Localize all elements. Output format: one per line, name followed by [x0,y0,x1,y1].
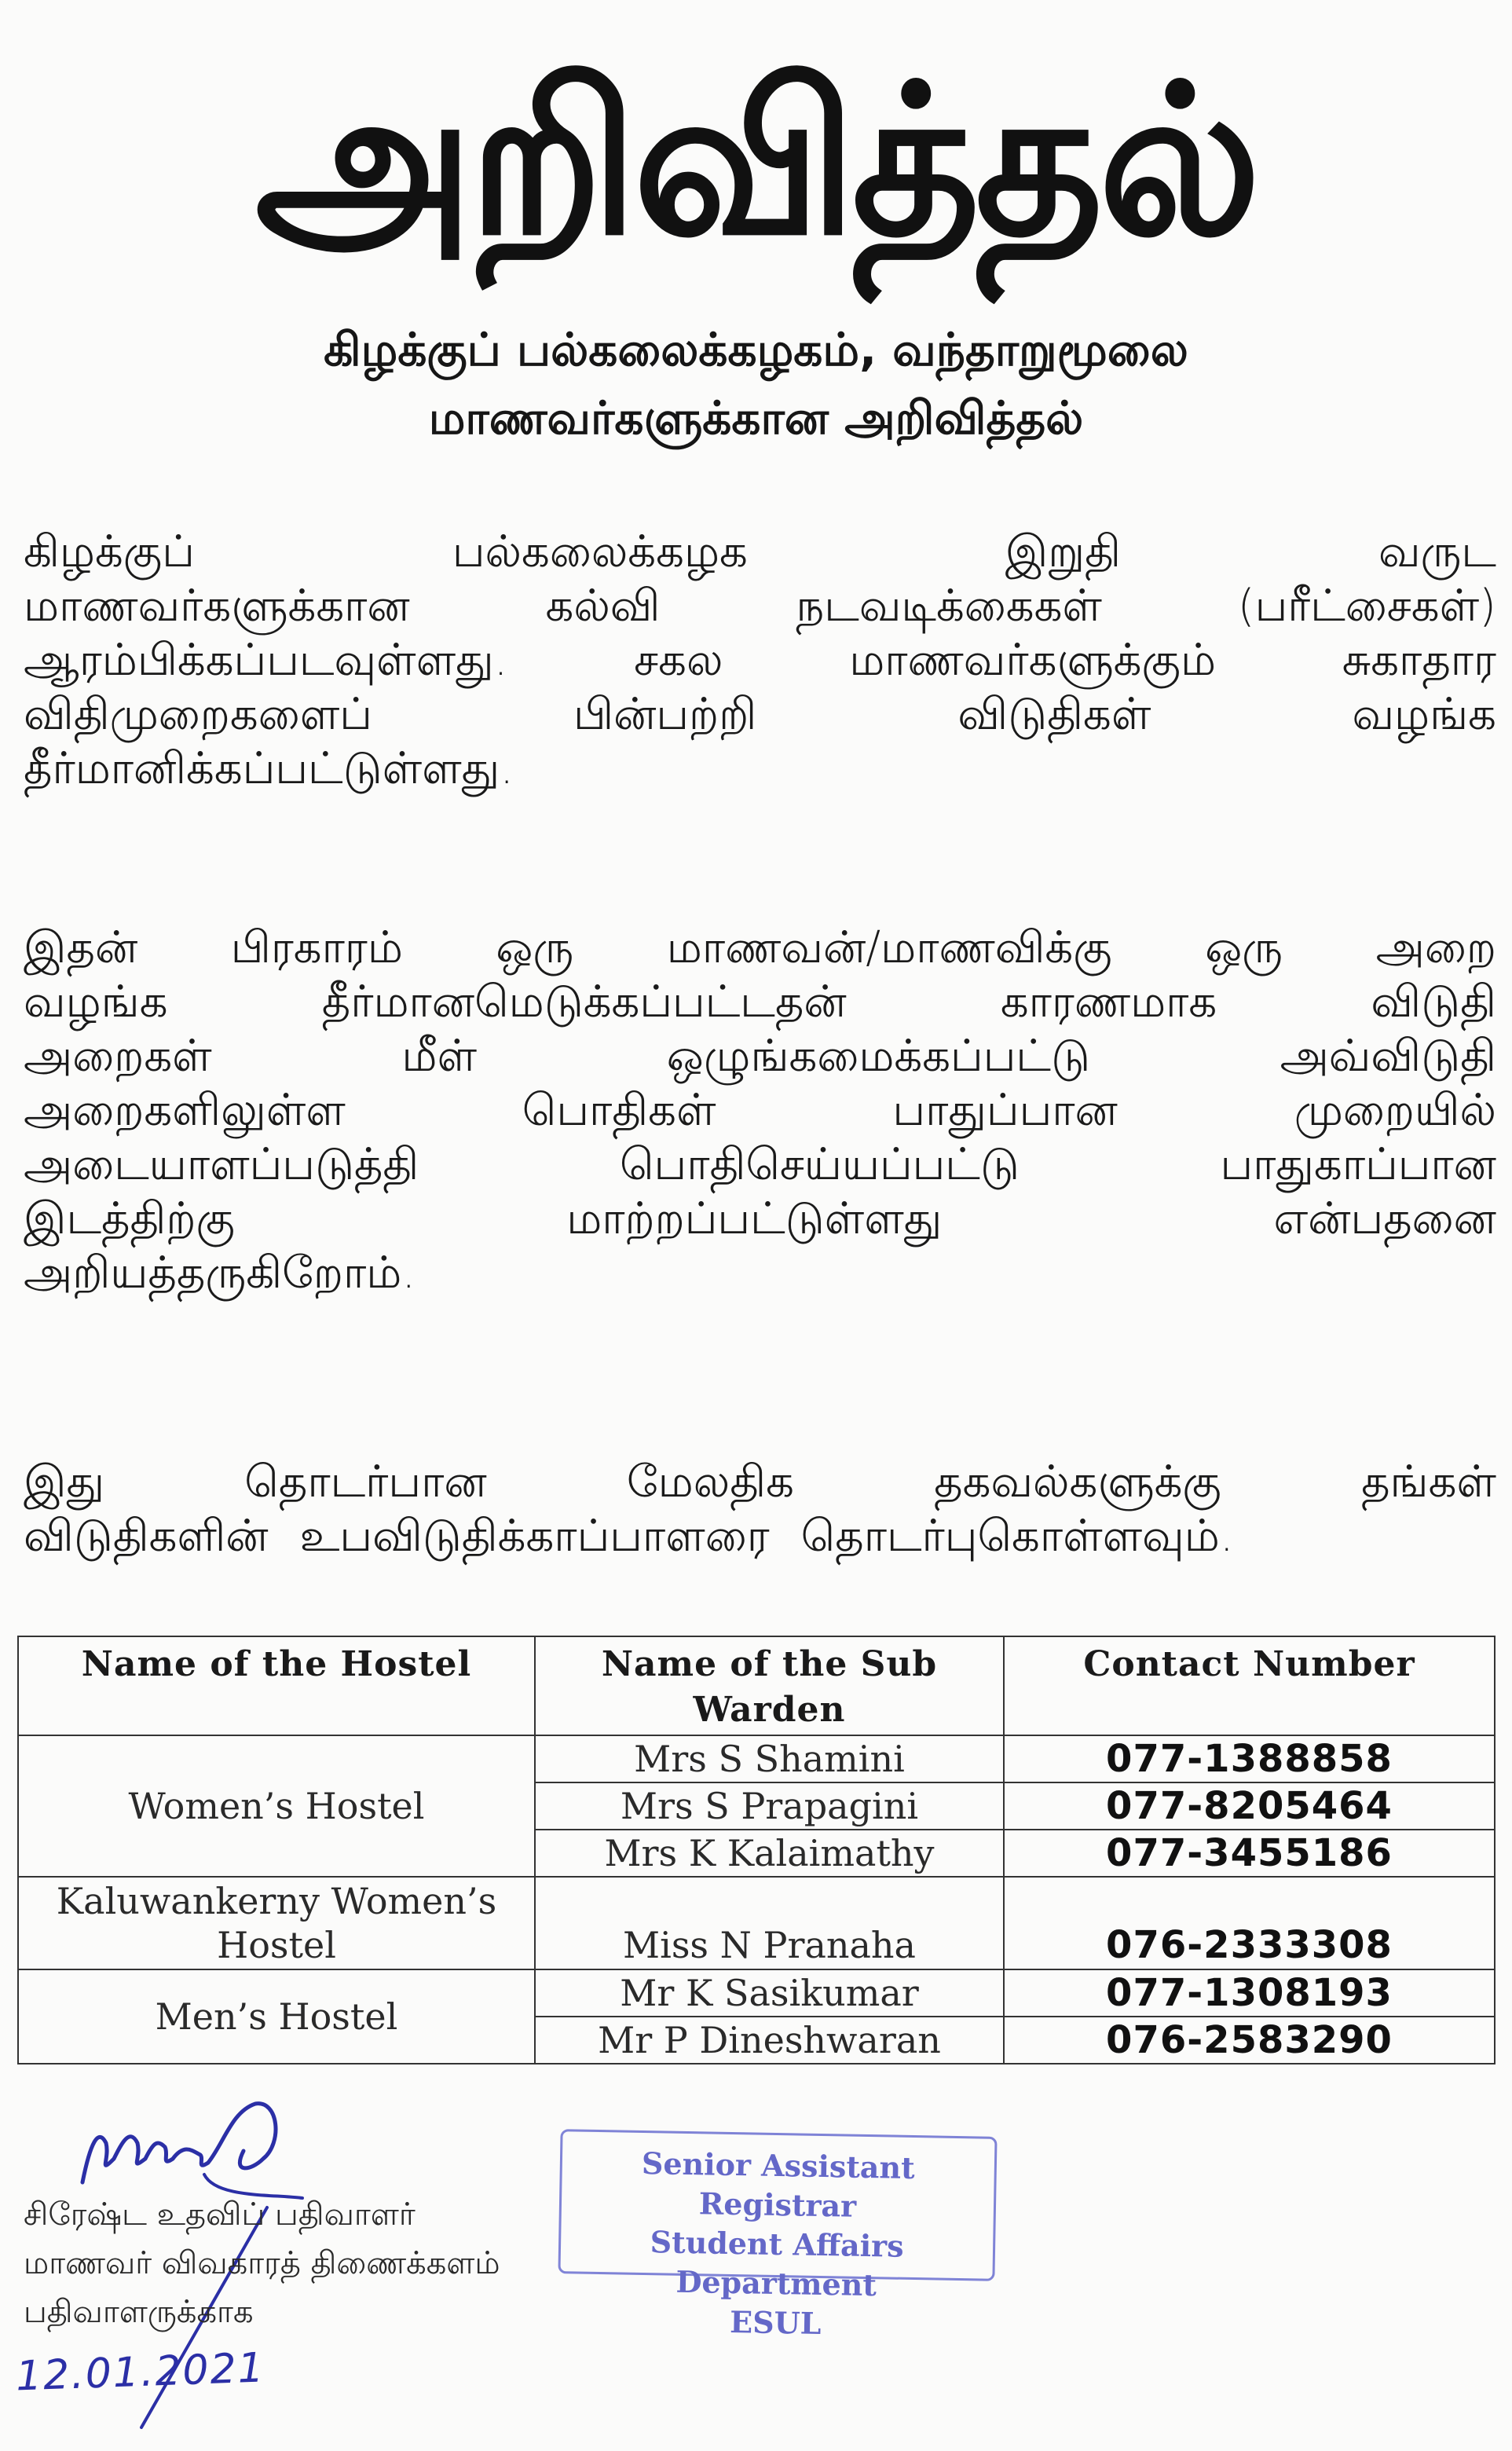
hostel-name-cell: Men’s Hostel [18,1969,535,2064]
word: தீர்மானமெடுக்கப்பட்டதன் [321,976,847,1028]
word: தொடர்புகொள்ளவும். [800,1511,1234,1562]
paragraph-line [24,1138,1496,1192]
contact-number-cell: 077-1388858 [1004,1735,1495,1782]
header-hostel: Name of the Hostel [18,1636,535,1735]
handwritten-signature [67,2096,326,2206]
word: சகல [634,635,723,686]
paragraph-line [24,1455,1496,1509]
word: ஆரம்பிக்கப்படவுள்ளது. [24,635,508,686]
word: கிழக்குப் [24,526,195,577]
paragraph-2 [24,921,1496,1300]
header-sub-warden: Name of the Sub Warden [535,1636,1004,1735]
word: மேலதிக [626,1456,794,1508]
hostel-name-cell: Women’s Hostel [18,1735,535,1877]
word: இறுதி [1005,526,1121,577]
paragraph-line [24,1192,1496,1246]
word: அவ்விடுதி [1280,1031,1496,1082]
word: விடுதி [1371,976,1496,1028]
warden-name-cell: Miss N Pranaha [535,1877,1004,1969]
warden-name-cell: Mrs S Shamini [535,1735,1004,1782]
word: வழங்க [1352,689,1496,740]
word: இதன் [24,922,138,973]
signatory-department: மாணவர் விவகாரத் திணைக்களம் [24,2245,500,2281]
word: வருட [1378,526,1496,577]
word: பிரகாரம் [230,922,403,973]
word: என்பதனை [1273,1193,1496,1244]
paragraph-line [24,975,1496,1029]
notice-title: அறிவித்தல் [255,40,1257,281]
header-contact-number: Contact Number [1004,1636,1495,1735]
paragraph-line [24,742,1496,796]
warden-name-cell: Mrs K Kalaimathy [535,1830,1004,1877]
word: விடுதிகள் [957,689,1151,740]
word: காரணமாக [1000,976,1217,1028]
signed-date: 12.01.2021 [15,2344,266,2401]
word: தங்கள் [1361,1456,1496,1508]
hostel-name-cell: Kaluwankerny Women’s Hostel [18,1877,535,1969]
contact-number-cell: 076-2333308 [1004,1877,1495,1969]
contact-number-cell: 076-2583290 [1004,2017,1495,2064]
word: மீள் [401,1031,478,1082]
word: பின்பற்றி [573,689,757,740]
word: பாதுப்பான [892,1085,1118,1136]
word: பொதிசெய்யப்பட்டு [619,1139,1020,1190]
word: பொதிகள் [522,1085,716,1136]
word: அடையாளப்படுத்தி [24,1139,419,1190]
university-name: கிழக்குப் பல்கலைக்கழகம், வந்தாறுமூலை [324,323,1188,376]
hostel-contacts-table [17,1636,1496,2064]
word: முறையில் [1294,1085,1496,1136]
word: மாணவர்களுக்கும் [849,635,1216,686]
word: கல்வி [545,581,661,632]
word: மாற்றப்பட்டுள்ளது [566,1193,943,1244]
word: தொடர்பான [244,1456,487,1508]
word: தீர்மானிக்கப்பட்டுள்ளது. [24,743,514,794]
word: அறை [1375,922,1496,973]
table-row [18,1735,1495,1782]
table-row [18,1877,1495,1969]
word: விடுதிகளின் [24,1511,269,1562]
stamp-line-2: Student Affairs Department [650,2224,904,2303]
paragraph-line [24,525,1496,579]
paragraph-line [24,687,1496,742]
signatory-title: சிரேஷ்ட உதவிப் பதிவாளர் [24,2196,416,2233]
word: பல்கலைக்கழக [452,526,748,577]
table-row [18,1969,1495,2017]
paragraph-line [24,1246,1496,1300]
official-stamp [558,2129,997,2341]
paragraph-1 [24,525,1496,796]
contact-number-cell: 077-1308193 [1004,1969,1495,2017]
word: (பரீட்சைகள்) [1237,581,1496,632]
word: ஒழுங்கமைக்கப்பட்டு [666,1031,1090,1082]
word: அறைகள் [24,1031,212,1082]
word: வழங்க [24,976,168,1028]
word: ஒரு [1205,922,1283,973]
warden-name-cell: Mr P Dineshwaran [535,2017,1004,2064]
contact-number-cell: 077-8205464 [1004,1782,1495,1830]
word: நடவடிக்கைகள் [796,581,1102,632]
warden-name-cell: Mrs S Prapagini [535,1782,1004,1830]
paragraph-line [24,1029,1496,1083]
signatory-on-behalf: பதிவாளருக்காக [24,2294,254,2330]
word: மாணவன்/மாணவிக்கு [666,922,1112,973]
word: அறியத்தருகிறோம். [24,1247,416,1299]
word: சுகாதார [1342,635,1496,686]
word: மாணவர்களுக்கான [24,581,410,632]
stamp-line-3: ESUL [729,2303,822,2341]
table-header-row [18,1636,1495,1735]
paragraph-line [24,1083,1496,1138]
word: அறைகளிலுள்ள [24,1085,346,1136]
contact-number-cell: 077-3455186 [1004,1830,1495,1877]
word: இது [24,1456,105,1508]
paragraph-3 [24,1455,1496,1563]
notice-subtitle: மாணவர்களுக்கான அறிவித்தல் [428,391,1084,445]
word: பாதுகாப்பான [1220,1139,1496,1190]
word: ஒரு [496,922,574,973]
paragraph-line [24,1509,1496,1563]
paragraph-line [24,579,1496,633]
stamp-line-1: Senior Assistant Registrar [641,2145,916,2224]
warden-name-cell: Mr K Sasikumar [535,1969,1004,2017]
paragraph-line [24,633,1496,687]
word: உபவிடுதிக்காப்பாளரை [299,1511,770,1562]
word: தகவல்களுக்கு [934,1456,1221,1508]
word: இடத்திற்கு [24,1193,235,1244]
paragraph-line [24,921,1496,975]
word: விதிமுறைகளைப் [24,689,372,740]
